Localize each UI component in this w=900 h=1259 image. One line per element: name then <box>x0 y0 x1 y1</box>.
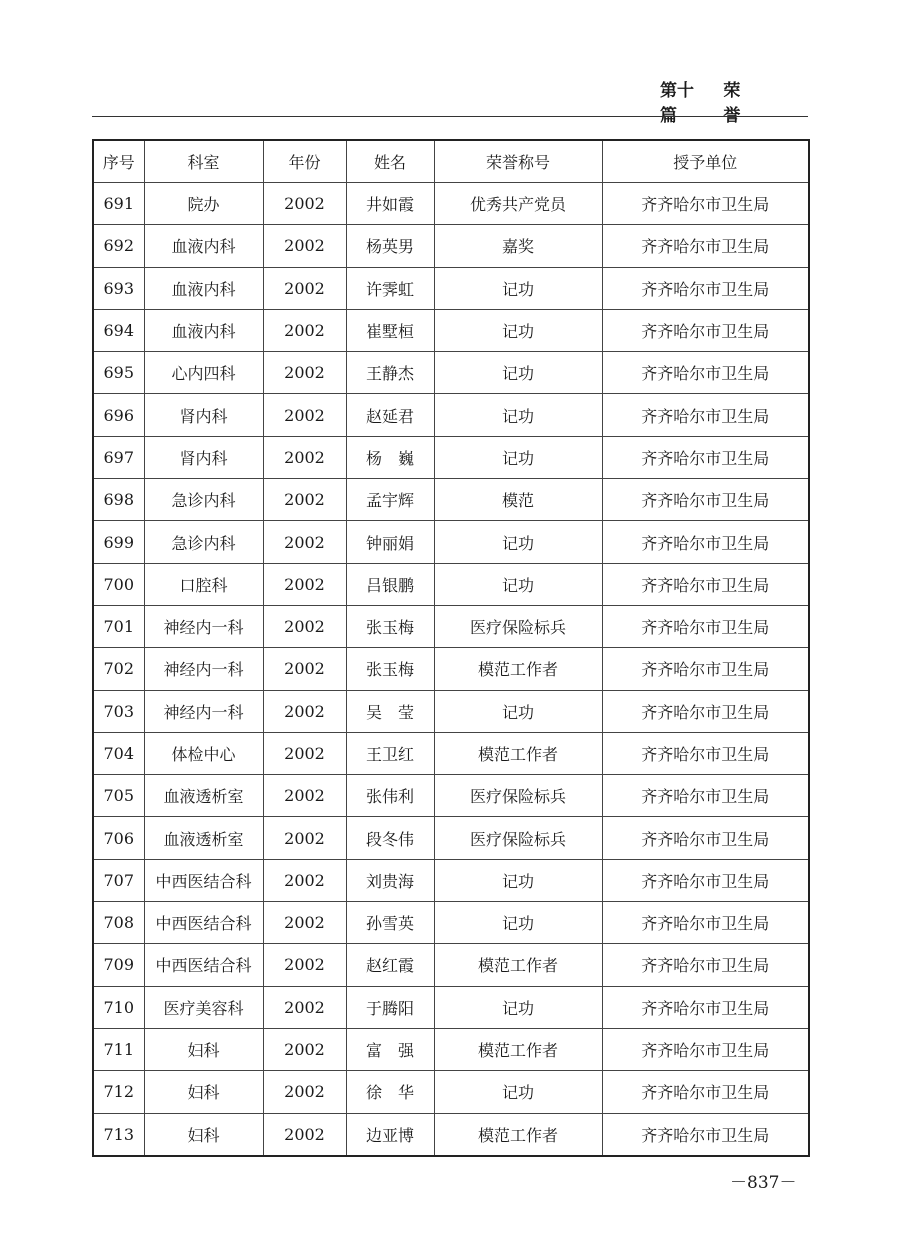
cell-serial-number: 704 <box>93 732 144 774</box>
column-header-name: 姓名 <box>346 140 434 183</box>
cell-serial-number: 703 <box>93 690 144 732</box>
cell-year: 2002 <box>263 563 346 605</box>
cell-awarding-unit: 齐齐哈尔市卫生局 <box>602 817 809 859</box>
cell-name: 徐 华 <box>346 1071 434 1113</box>
cell-name: 钟丽娟 <box>346 521 434 563</box>
cell-awarding-unit: 齐齐哈尔市卫生局 <box>602 352 809 394</box>
cell-name: 崔墅桓 <box>346 309 434 351</box>
cell-serial-number: 695 <box>93 352 144 394</box>
cell-department: 血液内科 <box>144 267 263 309</box>
cell-honor-title: 记功 <box>434 436 602 478</box>
cell-serial-number: 705 <box>93 775 144 817</box>
cell-serial-number: 700 <box>93 563 144 605</box>
cell-year: 2002 <box>263 732 346 774</box>
cell-honor-title: 记功 <box>434 986 602 1028</box>
cell-serial-number: 701 <box>93 605 144 647</box>
cell-name: 许霁虹 <box>346 267 434 309</box>
cell-awarding-unit: 齐齐哈尔市卫生局 <box>602 436 809 478</box>
cell-serial-number: 707 <box>93 859 144 901</box>
cell-department: 妇科 <box>144 1071 263 1113</box>
cell-awarding-unit: 齐齐哈尔市卫生局 <box>602 479 809 521</box>
table-row <box>93 648 809 690</box>
cell-honor-title: 模范工作者 <box>434 1113 602 1156</box>
cell-honor-title: 记功 <box>434 859 602 901</box>
cell-department: 血液内科 <box>144 225 263 267</box>
cell-name: 张伟利 <box>346 775 434 817</box>
cell-year: 2002 <box>263 267 346 309</box>
cell-name: 王静杰 <box>346 352 434 394</box>
table-row <box>93 225 809 267</box>
table-row <box>93 859 809 901</box>
cell-honor-title: 记功 <box>434 902 602 944</box>
cell-year: 2002 <box>263 648 346 690</box>
cell-awarding-unit: 齐齐哈尔市卫生局 <box>602 563 809 605</box>
table-row <box>93 902 809 944</box>
table-row <box>93 732 809 774</box>
cell-name: 井如霞 <box>346 183 434 225</box>
cell-year: 2002 <box>263 944 346 986</box>
cell-honor-title: 记功 <box>434 563 602 605</box>
part-title: 第十篇 <box>660 81 694 126</box>
table-row <box>93 1028 809 1070</box>
cell-department: 中西医结合科 <box>144 859 263 901</box>
cell-name: 赵红霞 <box>346 944 434 986</box>
cell-honor-title: 记功 <box>434 309 602 351</box>
section-title: 荣誉 <box>723 81 767 126</box>
column-header-year: 年份 <box>263 140 346 183</box>
cell-year: 2002 <box>263 902 346 944</box>
cell-awarding-unit: 齐齐哈尔市卫生局 <box>602 859 809 901</box>
table-row <box>93 817 809 859</box>
cell-honor-title: 嘉奖 <box>434 225 602 267</box>
cell-serial-number: 702 <box>93 648 144 690</box>
cell-department: 血液透析室 <box>144 775 263 817</box>
cell-department: 急诊内科 <box>144 521 263 563</box>
cell-honor-title: 记功 <box>434 352 602 394</box>
header-rule <box>92 116 808 117</box>
cell-serial-number: 706 <box>93 817 144 859</box>
cell-year: 2002 <box>263 1028 346 1070</box>
cell-serial-number: 697 <box>93 436 144 478</box>
page-number: －837－ <box>730 1173 797 1193</box>
cell-department: 妇科 <box>144 1028 263 1070</box>
cell-department: 血液透析室 <box>144 817 263 859</box>
table-header-row <box>93 140 809 183</box>
cell-name: 赵延君 <box>346 394 434 436</box>
cell-awarding-unit: 齐齐哈尔市卫生局 <box>602 944 809 986</box>
table-row <box>93 1071 809 1113</box>
cell-department: 口腔科 <box>144 563 263 605</box>
cell-serial-number: 693 <box>93 267 144 309</box>
table-row <box>93 183 809 225</box>
cell-serial-number: 713 <box>93 1113 144 1156</box>
cell-year: 2002 <box>263 775 346 817</box>
table-row <box>93 267 809 309</box>
cell-name: 杨英男 <box>346 225 434 267</box>
cell-department: 血液内科 <box>144 309 263 351</box>
cell-name: 段冬伟 <box>346 817 434 859</box>
cell-honor-title: 医疗保险标兵 <box>434 817 602 859</box>
cell-honor-title: 记功 <box>434 394 602 436</box>
table-row <box>93 309 809 351</box>
cell-awarding-unit: 齐齐哈尔市卫生局 <box>602 1071 809 1113</box>
cell-department: 神经内一科 <box>144 648 263 690</box>
cell-year: 2002 <box>263 479 346 521</box>
cell-year: 2002 <box>263 394 346 436</box>
cell-name: 吴 莹 <box>346 690 434 732</box>
cell-year: 2002 <box>263 605 346 647</box>
cell-honor-title: 记功 <box>434 267 602 309</box>
cell-year: 2002 <box>263 183 346 225</box>
cell-name: 吕银鹏 <box>346 563 434 605</box>
cell-name: 于腾阳 <box>346 986 434 1028</box>
cell-awarding-unit: 齐齐哈尔市卫生局 <box>602 225 809 267</box>
cell-name: 边亚博 <box>346 1113 434 1156</box>
cell-name: 孙雪英 <box>346 902 434 944</box>
cell-department: 心内四科 <box>144 352 263 394</box>
cell-year: 2002 <box>263 817 346 859</box>
cell-serial-number: 712 <box>93 1071 144 1113</box>
cell-year: 2002 <box>263 436 346 478</box>
cell-department: 神经内一科 <box>144 690 263 732</box>
cell-department: 急诊内科 <box>144 479 263 521</box>
table-row <box>93 479 809 521</box>
cell-department: 体检中心 <box>144 732 263 774</box>
cell-department: 医疗美容科 <box>144 986 263 1028</box>
honors-table <box>92 139 810 1157</box>
table-row <box>93 521 809 563</box>
cell-name: 王卫红 <box>346 732 434 774</box>
cell-name: 富 强 <box>346 1028 434 1070</box>
table-row <box>93 352 809 394</box>
table-row <box>93 394 809 436</box>
cell-awarding-unit: 齐齐哈尔市卫生局 <box>602 605 809 647</box>
cell-honor-title: 记功 <box>434 1071 602 1113</box>
column-header-department: 科室 <box>144 140 263 183</box>
cell-serial-number: 710 <box>93 986 144 1028</box>
cell-awarding-unit: 齐齐哈尔市卫生局 <box>602 309 809 351</box>
cell-serial-number: 698 <box>93 479 144 521</box>
cell-awarding-unit: 齐齐哈尔市卫生局 <box>602 732 809 774</box>
cell-name: 孟宇辉 <box>346 479 434 521</box>
cell-year: 2002 <box>263 690 346 732</box>
cell-department: 妇科 <box>144 1113 263 1156</box>
cell-name: 刘贵海 <box>346 859 434 901</box>
cell-awarding-unit: 齐齐哈尔市卫生局 <box>602 1028 809 1070</box>
cell-year: 2002 <box>263 309 346 351</box>
cell-year: 2002 <box>263 521 346 563</box>
cell-serial-number: 709 <box>93 944 144 986</box>
cell-awarding-unit: 齐齐哈尔市卫生局 <box>602 1113 809 1156</box>
cell-name: 张玉梅 <box>346 648 434 690</box>
cell-honor-title: 医疗保险标兵 <box>434 775 602 817</box>
cell-year: 2002 <box>263 225 346 267</box>
cell-awarding-unit: 齐齐哈尔市卫生局 <box>602 183 809 225</box>
cell-year: 2002 <box>263 1113 346 1156</box>
cell-awarding-unit: 齐齐哈尔市卫生局 <box>602 394 809 436</box>
cell-honor-title: 模范 <box>434 479 602 521</box>
cell-serial-number: 711 <box>93 1028 144 1070</box>
cell-year: 2002 <box>263 859 346 901</box>
running-head <box>660 81 800 126</box>
cell-serial-number: 708 <box>93 902 144 944</box>
cell-honor-title: 模范工作者 <box>434 732 602 774</box>
table-row <box>93 605 809 647</box>
cell-awarding-unit: 齐齐哈尔市卫生局 <box>602 267 809 309</box>
column-header-serial-number: 序号 <box>93 140 144 183</box>
cell-honor-title: 记功 <box>434 521 602 563</box>
column-header-honor-title: 荣誉称号 <box>434 140 602 183</box>
cell-serial-number: 692 <box>93 225 144 267</box>
cell-honor-title: 优秀共产党员 <box>434 183 602 225</box>
cell-awarding-unit: 齐齐哈尔市卫生局 <box>602 902 809 944</box>
table-row <box>93 986 809 1028</box>
cell-department: 中西医结合科 <box>144 944 263 986</box>
cell-name: 张玉梅 <box>346 605 434 647</box>
cell-department: 肾内科 <box>144 436 263 478</box>
cell-honor-title: 记功 <box>434 690 602 732</box>
table-row <box>93 944 809 986</box>
cell-department: 肾内科 <box>144 394 263 436</box>
cell-serial-number: 699 <box>93 521 144 563</box>
cell-honor-title: 模范工作者 <box>434 944 602 986</box>
cell-awarding-unit: 齐齐哈尔市卫生局 <box>602 648 809 690</box>
cell-name: 杨 巍 <box>346 436 434 478</box>
cell-awarding-unit: 齐齐哈尔市卫生局 <box>602 690 809 732</box>
cell-year: 2002 <box>263 1071 346 1113</box>
table-row <box>93 436 809 478</box>
cell-awarding-unit: 齐齐哈尔市卫生局 <box>602 986 809 1028</box>
cell-year: 2002 <box>263 986 346 1028</box>
cell-honor-title: 模范工作者 <box>434 1028 602 1070</box>
table-row <box>93 775 809 817</box>
cell-honor-title: 模范工作者 <box>434 648 602 690</box>
cell-serial-number: 696 <box>93 394 144 436</box>
table-row <box>93 1113 809 1156</box>
table-row <box>93 563 809 605</box>
cell-department: 院办 <box>144 183 263 225</box>
cell-department: 中西医结合科 <box>144 902 263 944</box>
cell-serial-number: 691 <box>93 183 144 225</box>
column-header-awarding-unit: 授予单位 <box>602 140 809 183</box>
cell-year: 2002 <box>263 352 346 394</box>
cell-awarding-unit: 齐齐哈尔市卫生局 <box>602 775 809 817</box>
cell-department: 神经内一科 <box>144 605 263 647</box>
cell-awarding-unit: 齐齐哈尔市卫生局 <box>602 521 809 563</box>
cell-serial-number: 694 <box>93 309 144 351</box>
table-body <box>93 183 809 1156</box>
cell-honor-title: 医疗保险标兵 <box>434 605 602 647</box>
table-row <box>93 690 809 732</box>
